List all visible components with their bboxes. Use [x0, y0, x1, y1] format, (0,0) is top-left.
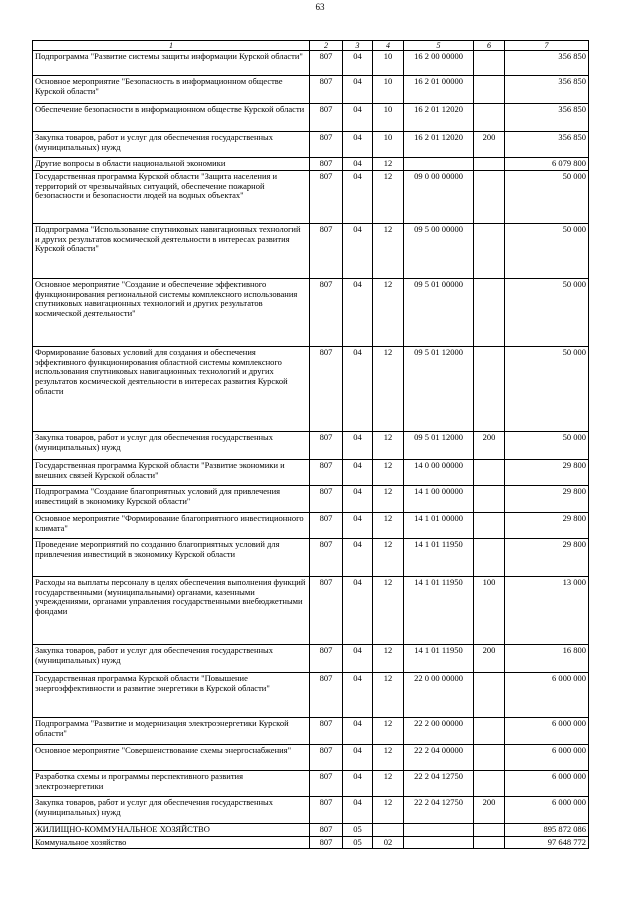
row-glava-cell: 807 — [310, 485, 343, 512]
table-row — [33, 76, 589, 104]
table-row — [33, 672, 589, 717]
row-glava-cell: 807 — [310, 223, 343, 278]
row-csr-cell: 14 1 01 00000 — [404, 512, 474, 538]
row-pr-cell: 12 — [373, 158, 404, 171]
row-sum-cell: 97 648 772 — [505, 836, 589, 849]
row-csr-cell: 16 2 00 00000 — [404, 51, 474, 76]
row-vr-cell: 200 — [474, 132, 505, 158]
row-pr-cell: 10 — [373, 104, 404, 132]
row-name-cell: ЖИЛИЩНО-КОММУНАЛЬНОЕ ХОЗЯЙСТВО — [33, 823, 310, 836]
row-name-cell: Закупка товаров, работ и услуг для обеспечения государственных (муниципальных) нужд — [33, 431, 310, 459]
row-pr-cell: 12 — [373, 717, 404, 744]
row-vr-cell — [474, 823, 505, 836]
row-name-cell: Разработка схемы и программы перспективного развития электроэнергетики — [33, 770, 310, 796]
row-vr-cell — [474, 76, 505, 104]
row-csr-cell: 09 5 01 00000 — [404, 278, 474, 346]
row-sum-cell: 356 850 — [505, 132, 589, 158]
row-pr-cell: 12 — [373, 485, 404, 512]
row-vr-cell — [474, 223, 505, 278]
row-name-cell: Подпрограмма "Создание благоприятных условий для привлечения инвестиций в экономику Курской области" — [33, 485, 310, 512]
row-csr-cell: 14 1 00 00000 — [404, 485, 474, 512]
row-csr-cell — [404, 836, 474, 849]
row-vr-cell — [474, 104, 505, 132]
row-vr-cell — [474, 278, 505, 346]
row-rz-cell: 04 — [343, 158, 373, 171]
row-csr-cell: 09 0 00 00000 — [404, 170, 474, 223]
column-number-5: 5 — [404, 41, 474, 51]
row-rz-cell: 05 — [343, 836, 373, 849]
row-rz-cell: 04 — [343, 512, 373, 538]
row-rz-cell: 04 — [343, 576, 373, 644]
row-pr-cell: 10 — [373, 132, 404, 158]
row-sum-cell: 6 000 000 — [505, 717, 589, 744]
row-csr-cell: 09 5 00 00000 — [404, 223, 474, 278]
row-glava-cell: 807 — [310, 576, 343, 644]
row-name-cell: Основное мероприятие "Формирование благоприятного инвестиционного климата" — [33, 512, 310, 538]
row-rz-cell: 04 — [343, 104, 373, 132]
row-glava-cell: 807 — [310, 672, 343, 717]
row-pr-cell: 02 — [373, 836, 404, 849]
row-csr-cell — [404, 823, 474, 836]
table-row — [33, 836, 589, 849]
table-row — [33, 51, 589, 76]
row-csr-cell: 14 1 01 11950 — [404, 644, 474, 672]
column-number-7: 7 — [505, 41, 589, 51]
row-csr-cell: 22 2 04 12750 — [404, 796, 474, 823]
row-glava-cell: 807 — [310, 836, 343, 849]
table-row — [33, 576, 589, 644]
row-rz-cell: 04 — [343, 51, 373, 76]
row-rz-cell: 04 — [343, 538, 373, 576]
table-row — [33, 431, 589, 459]
page-number: 63 — [315, 2, 325, 12]
row-sum-cell: 356 850 — [505, 51, 589, 76]
table-row — [33, 770, 589, 796]
row-sum-cell: 50 000 — [505, 431, 589, 459]
row-vr-cell — [474, 538, 505, 576]
row-glava-cell: 807 — [310, 770, 343, 796]
row-vr-cell — [474, 158, 505, 171]
row-pr-cell: 12 — [373, 512, 404, 538]
row-rz-cell: 04 — [343, 744, 373, 770]
row-pr-cell: 12 — [373, 459, 404, 485]
column-number-1: 1 — [33, 41, 310, 51]
row-sum-cell: 356 850 — [505, 76, 589, 104]
row-pr-cell: 12 — [373, 223, 404, 278]
row-name-cell: Государственная программа Курской области "Повышение энергоэффективности и развитие энергетики в Курской области" — [33, 672, 310, 717]
row-vr-cell — [474, 170, 505, 223]
row-rz-cell: 04 — [343, 170, 373, 223]
row-glava-cell: 807 — [310, 512, 343, 538]
row-sum-cell: 6 000 000 — [505, 744, 589, 770]
table-row — [33, 278, 589, 346]
row-name-cell: Обеспечение безопасности в информационном обществе Курской области — [33, 104, 310, 132]
row-sum-cell: 29 800 — [505, 459, 589, 485]
row-name-cell: Основное мероприятие "Совершенствование схемы энергоснабжения" — [33, 744, 310, 770]
row-name-cell: Коммунальное хозяйство — [33, 836, 310, 849]
row-name-cell: Формирование базовых условий для создания и обеспечения эффективного функционирования областной системы комплексного использования спутниковых навигационных технологий и других результатов космической деятельности в интересах развития Курской области — [33, 346, 310, 431]
row-rz-cell: 04 — [343, 76, 373, 104]
row-name-cell: Основное мероприятие "Безопасность в информационном обществе Курской области" — [33, 76, 310, 104]
row-csr-cell: 09 5 01 12000 — [404, 431, 474, 459]
row-pr-cell: 12 — [373, 538, 404, 576]
column-number-6: 6 — [474, 41, 505, 51]
table-row — [33, 644, 589, 672]
row-name-cell: Подпрограмма "Развитие и модернизация электроэнергетики Курской области" — [33, 717, 310, 744]
table-header-row — [33, 41, 589, 51]
row-pr-cell: 12 — [373, 170, 404, 223]
row-csr-cell: 14 0 00 00000 — [404, 459, 474, 485]
table-row — [33, 717, 589, 744]
row-rz-cell: 04 — [343, 796, 373, 823]
row-glava-cell: 807 — [310, 796, 343, 823]
row-glava-cell: 807 — [310, 744, 343, 770]
table-row — [33, 132, 589, 158]
table-row — [33, 158, 589, 171]
table-row — [33, 223, 589, 278]
row-glava-cell: 807 — [310, 346, 343, 431]
row-glava-cell: 807 — [310, 158, 343, 171]
table-row — [33, 538, 589, 576]
row-vr-cell — [474, 836, 505, 849]
row-glava-cell: 807 — [310, 431, 343, 459]
row-name-cell: Государственная программа Курской области "Развитие экономики и внешних связей Курской области" — [33, 459, 310, 485]
row-csr-cell: 14 1 01 11950 — [404, 576, 474, 644]
table-row — [33, 823, 589, 836]
row-sum-cell: 6 000 000 — [505, 770, 589, 796]
row-rz-cell: 04 — [343, 717, 373, 744]
row-csr-cell: 16 2 01 00000 — [404, 76, 474, 104]
row-vr-cell — [474, 717, 505, 744]
row-rz-cell: 04 — [343, 278, 373, 346]
row-pr-cell: 12 — [373, 744, 404, 770]
row-name-cell: Другие вопросы в области национальной экономики — [33, 158, 310, 171]
row-name-cell: Закупка товаров, работ и услуг для обеспечения государственных (муниципальных) нужд — [33, 796, 310, 823]
row-vr-cell — [474, 744, 505, 770]
row-rz-cell: 04 — [343, 672, 373, 717]
table-row — [33, 170, 589, 223]
row-name-cell: Расходы на выплаты персоналу в целях обеспечения выполнения функций государственными (муниципальными) органами, казенными учреждениями, органами управления государственными внебюджетными фондами — [33, 576, 310, 644]
row-csr-cell: 22 0 00 00000 — [404, 672, 474, 717]
row-glava-cell: 807 — [310, 104, 343, 132]
row-sum-cell: 50 000 — [505, 170, 589, 223]
row-sum-cell: 50 000 — [505, 346, 589, 431]
column-number-2: 2 — [310, 41, 343, 51]
row-csr-cell: 22 2 00 00000 — [404, 717, 474, 744]
row-glava-cell: 807 — [310, 170, 343, 223]
row-vr-cell: 200 — [474, 431, 505, 459]
row-sum-cell: 895 872 086 — [505, 823, 589, 836]
row-vr-cell — [474, 51, 505, 76]
row-rz-cell: 04 — [343, 223, 373, 278]
row-csr-cell: 22 2 04 00000 — [404, 744, 474, 770]
row-glava-cell: 807 — [310, 76, 343, 104]
row-pr-cell: 12 — [373, 770, 404, 796]
row-rz-cell: 04 — [343, 346, 373, 431]
row-vr-cell — [474, 672, 505, 717]
row-rz-cell: 04 — [343, 770, 373, 796]
row-name-cell: Закупка товаров, работ и услуг для обеспечения государственных (муниципальных) нужд — [33, 132, 310, 158]
row-rz-cell: 04 — [343, 644, 373, 672]
row-sum-cell: 29 800 — [505, 538, 589, 576]
row-csr-cell: 09 5 01 12000 — [404, 346, 474, 431]
row-sum-cell: 6 079 800 — [505, 158, 589, 171]
row-glava-cell: 807 — [310, 823, 343, 836]
row-name-cell: Закупка товаров, работ и услуг для обеспечения государственных (муниципальных) нужд — [33, 644, 310, 672]
row-name-cell: Государственная программа Курской области "Защита населения и территорий от чрезвычайных ситуаций, обеспечение пожарной безопасности и безопасности людей на водных объектах" — [33, 170, 310, 223]
row-csr-cell: 14 1 01 11950 — [404, 538, 474, 576]
row-rz-cell: 04 — [343, 459, 373, 485]
budget-table — [32, 40, 589, 849]
row-sum-cell: 16 800 — [505, 644, 589, 672]
row-sum-cell: 13 000 — [505, 576, 589, 644]
row-glava-cell: 807 — [310, 132, 343, 158]
row-pr-cell: 10 — [373, 76, 404, 104]
row-vr-cell — [474, 485, 505, 512]
row-name-cell: Подпрограмма "Развитие системы защиты информации Курской области" — [33, 51, 310, 76]
column-number-4: 4 — [373, 41, 404, 51]
row-pr-cell: 10 — [373, 51, 404, 76]
row-glava-cell: 807 — [310, 278, 343, 346]
table-row — [33, 459, 589, 485]
row-csr-cell: 16 2 01 12020 — [404, 104, 474, 132]
row-pr-cell — [373, 823, 404, 836]
row-pr-cell: 12 — [373, 278, 404, 346]
table-row — [33, 346, 589, 431]
row-rz-cell: 04 — [343, 485, 373, 512]
row-name-cell: Подпрограмма "Использование спутниковых навигационных технологий и других результатов космической деятельности в интересах развития Курской области" — [33, 223, 310, 278]
row-pr-cell: 12 — [373, 431, 404, 459]
row-sum-cell: 6 000 000 — [505, 672, 589, 717]
row-sum-cell: 6 000 000 — [505, 796, 589, 823]
row-vr-cell: 200 — [474, 796, 505, 823]
row-rz-cell: 05 — [343, 823, 373, 836]
row-name-cell: Основное мероприятие "Создание и обеспечение эффективного функционирования региональной системы комплексного использования спутниковых навигационных технологий и других результатов космической деятельности" — [33, 278, 310, 346]
row-rz-cell: 04 — [343, 431, 373, 459]
row-sum-cell: 356 850 — [505, 104, 589, 132]
row-glava-cell: 807 — [310, 644, 343, 672]
table-row — [33, 485, 589, 512]
row-glava-cell: 807 — [310, 51, 343, 76]
row-glava-cell: 807 — [310, 717, 343, 744]
row-csr-cell — [404, 158, 474, 171]
row-pr-cell: 12 — [373, 346, 404, 431]
table-row — [33, 744, 589, 770]
row-vr-cell — [474, 346, 505, 431]
row-csr-cell: 16 2 01 12020 — [404, 132, 474, 158]
row-sum-cell: 29 800 — [505, 485, 589, 512]
table-row — [33, 512, 589, 538]
row-pr-cell: 12 — [373, 796, 404, 823]
row-vr-cell — [474, 512, 505, 538]
row-sum-cell: 50 000 — [505, 223, 589, 278]
row-rz-cell: 04 — [343, 132, 373, 158]
row-vr-cell: 100 — [474, 576, 505, 644]
row-sum-cell: 29 800 — [505, 512, 589, 538]
row-vr-cell: 200 — [474, 644, 505, 672]
row-glava-cell: 807 — [310, 459, 343, 485]
row-pr-cell: 12 — [373, 644, 404, 672]
row-sum-cell: 50 000 — [505, 278, 589, 346]
row-name-cell: Проведение мероприятий по созданию благоприятных условий для привлечения инвестиций в экономику Курской области — [33, 538, 310, 576]
row-glava-cell: 807 — [310, 538, 343, 576]
row-pr-cell: 12 — [373, 672, 404, 717]
table-row — [33, 796, 589, 823]
table-row — [33, 104, 589, 132]
row-vr-cell — [474, 770, 505, 796]
row-csr-cell: 22 2 04 12750 — [404, 770, 474, 796]
column-number-3: 3 — [343, 41, 373, 51]
row-pr-cell: 12 — [373, 576, 404, 644]
row-vr-cell — [474, 459, 505, 485]
